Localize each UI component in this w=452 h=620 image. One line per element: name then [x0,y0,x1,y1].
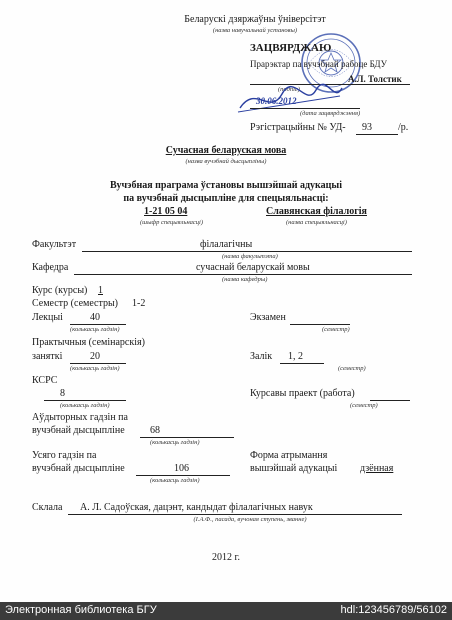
author-note: (І.А.Ф., пасада, вучоная ступень, званне) [193,516,307,523]
total-value: 106 [174,463,189,474]
course-value: 1 [98,285,103,296]
program-line-2: па вучэбнай дысцыпліне для спецыяльнасці: [123,193,329,204]
approval-position: Прарэктар па вучэбнай рабоце БДУ [250,59,388,69]
form-label-1: Форма атрымання [250,450,328,461]
exam-note: (семестр) [322,326,350,333]
aud-note: (колькасць гадзін) [150,439,200,446]
credit-value: 1, 2 [288,351,303,362]
approval-date-note: (дата зацвярджэння) [300,110,361,117]
footer-bar [0,602,452,620]
faculty-label: Факультэт [32,239,77,250]
credit-note: (семестр) [338,365,366,372]
total-label-1: Усяго гадзін па [32,450,97,461]
faculty-note: (назва факультэта) [222,253,278,260]
approval-name: А.Л. Толстик [348,74,402,84]
exam-label: Экзамен [250,312,286,323]
practical-note: (колькасць гадзін) [70,365,120,372]
practical-value: 20 [90,351,100,362]
specialty-code: 1-21 05 04 [144,206,188,217]
aud-label-2: вучэбнай дысцыпліне [32,425,125,436]
lectures-value: 40 [90,312,100,323]
approval-name-note: (подпіс) [278,86,300,93]
department-value: сучаснай беларускай мовы [196,262,310,273]
approval-title: ЗАЦВЯРДЖАЮ [250,42,332,54]
form-label-2: вышэйшай адукацыі [250,463,338,474]
practical-label-2: заняткі [32,351,63,362]
ksrs-note: (колькасць гадзін) [60,402,110,409]
practical-label: Практычныя (семінарскія) [32,337,145,348]
specialty-name-note: (назва спецыяльнасці) [286,219,347,226]
ksrs-label: КСРС [32,375,58,386]
author-label: Склала [32,502,63,513]
document-year: 2012 г. [212,552,240,563]
aud-label-1: Аўдыторных гадзін па [32,412,128,423]
ksrs-value: 8 [60,388,65,399]
coursework-note: (семестр) [350,402,378,409]
discipline-name: Сучасная беларуская мова [165,145,287,156]
total-note: (колькасць гадзін) [150,477,200,484]
registration-label: Рэгістрацыйны № УД- [250,122,346,133]
faculty-value: філалагічны [200,239,253,250]
lectures-label: Лекцыі [32,312,63,323]
coursework-label: Курсавы праект (работа) [250,388,355,399]
approval-date: 30.06.2012 [256,96,297,106]
specialty-name: Славянская філалогія [266,206,367,217]
university-name: Беларускі дзяржаўны ўніверсітэт [184,14,326,25]
department-note: (назва кафедры) [222,276,268,283]
total-label-2: вучэбнай дысцыпліне [32,463,125,474]
credit-label: Залік [250,351,273,362]
author-value: А. Л. Садоўская, дацэнт, кандыдат філалагічных навук [80,502,313,513]
footer-handle-link[interactable]: hdl:123456789/56102 [340,604,447,616]
form-value: дзённая [360,463,394,474]
discipline-name-note: (назва вучэбнай дысцыпліны) [185,158,267,165]
semester-label: Семестр (семестры) [32,298,119,309]
registration-number: 93 [362,122,372,133]
department-label: Кафедра [32,262,69,273]
aud-value: 68 [150,425,160,436]
program-line-1: Вучэбная праграма ўстановы вышэйшай адукацыі [110,180,342,191]
registration-suffix: /р. [398,122,409,133]
footer-library-link[interactable]: Электронная библиотека БГУ [5,604,157,616]
semester-value: 1-2 [132,298,146,309]
university-sub: (назва навучальнай установы) [212,27,298,34]
specialty-code-note: (шыфр спецыяльнасці) [140,219,204,226]
course-label: Курс (курсы) [32,285,88,296]
lectures-note: (колькасць гадзін) [70,326,120,333]
